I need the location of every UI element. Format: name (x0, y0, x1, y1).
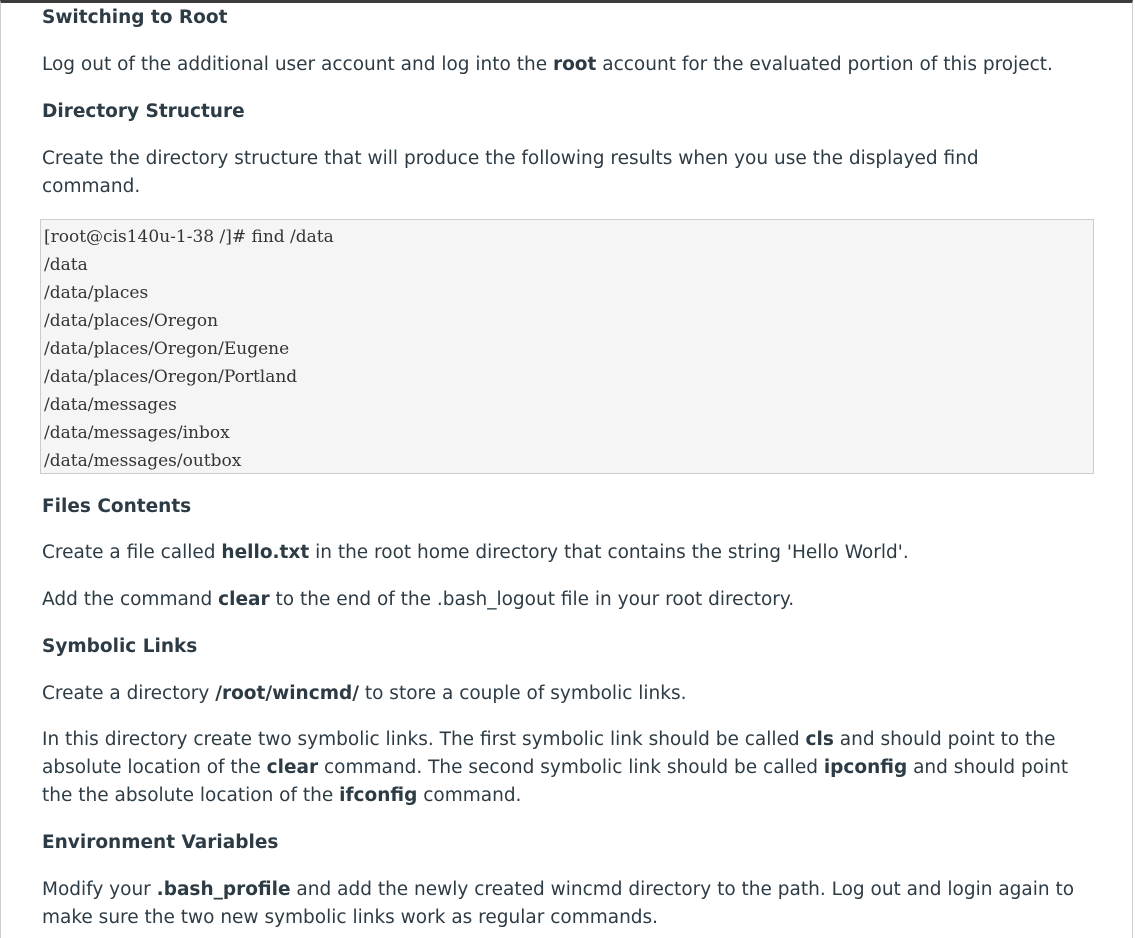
heading-environment-variables: Environment Variables (42, 832, 279, 853)
paragraph-bash-profile: Modify your .bash_profile and add the newly created wincmd directory to the path. Log out and login again to make sure the two new symbolic links work as regular commands. (42, 879, 1075, 928)
heading-directory-structure: Directory Structure (42, 101, 245, 122)
code-line: /data/places/Oregon (44, 311, 219, 331)
heading-files-contents: Files Contents (42, 496, 192, 517)
bold-clear: clear (218, 589, 270, 610)
bold-clear-command: clear (266, 757, 319, 778)
paragraph-directory: Create the directory structure that will produce the following results when you use the displayed find command. (42, 148, 979, 197)
code-line: /data/places/Oregon/Portland (44, 367, 298, 387)
bold-ipconfig: ipconfig (823, 757, 908, 778)
paragraph-clear: Add the command clear to the end of the .bash_logout file in your root directory. (42, 589, 795, 610)
bold-wincmd-path: /root/wincmd/ (215, 683, 359, 704)
code-line: [root@cis140u-1-38 /]# find /data (44, 227, 334, 247)
paragraph-switching: Log out of the additional user account and log into the root account for the evaluated portion of this project. (42, 54, 1053, 75)
paragraph-symlinks: In this directory create two symbolic links. The first symbolic link should be called cls and should point to the absolute location of the clear command. The second symbolic link should be called ipconfig and should point the the absolute location of the ifconfig command. (42, 729, 1069, 806)
code-line: /data/messages (44, 395, 177, 415)
find-output-code-block (40, 219, 1094, 474)
code-line: /data/places (44, 283, 149, 303)
code-line: /data/messages/outbox (44, 451, 242, 471)
code-line: /data (44, 255, 88, 275)
bold-hello-txt: hello.txt (221, 542, 310, 563)
heading-symbolic-links: Symbolic Links (42, 636, 198, 657)
bold-ifconfig: ifconfig (339, 785, 418, 806)
paragraph-wincmd: Create a directory /root/wincmd/ to store a couple of symbolic links. (42, 683, 687, 704)
code-line: /data/messages/inbox (44, 423, 230, 443)
bold-root: root (552, 54, 597, 75)
bold-cls: cls (805, 729, 834, 750)
code-line: /data/places/Oregon/Eugene (44, 339, 290, 359)
heading-switching-to-root: Switching to Root (42, 7, 228, 28)
paragraph-hello-txt: Create a file called hello.txt in the root home directory that contains the string 'Hello World'. (42, 542, 909, 563)
bold-bash-profile: .bash_profile (156, 879, 291, 900)
